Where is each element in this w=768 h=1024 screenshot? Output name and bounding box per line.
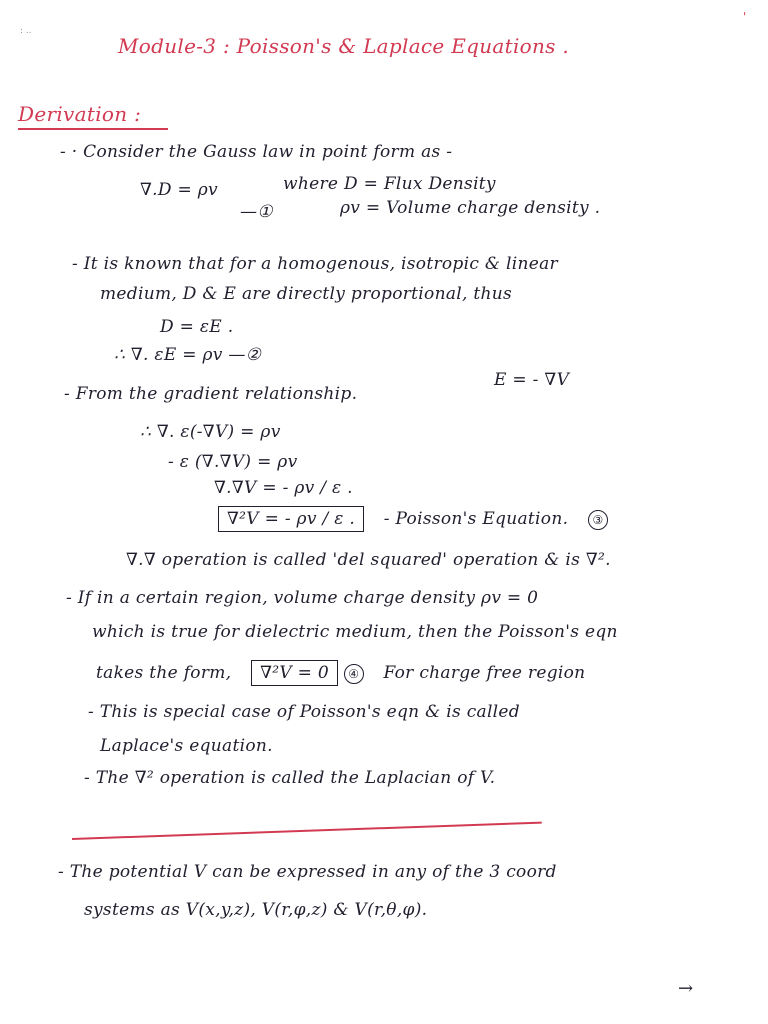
- eq1-number: —①: [240, 202, 273, 222]
- eq3-row: [218, 506, 608, 532]
- line-charge-free-region: For charge free region: [383, 663, 586, 683]
- line-dielectric: which is true for dielectric medium, then the Poisson's eqn: [92, 622, 618, 642]
- eq3-number: ③: [588, 510, 608, 530]
- line-special-case: - This is special case of Poisson's eqn & is called: [88, 702, 520, 722]
- poisson-equation-box: ∇²V = - ρv / ε .: [218, 506, 364, 532]
- derivation-heading: Derivation :: [18, 102, 142, 126]
- eq-step-2: - ε (∇.∇V) = ρv: [168, 452, 298, 472]
- line-takes-form: takes the form,: [96, 663, 232, 683]
- line-gradient-relationship: - From the gradient relationship.: [64, 384, 358, 404]
- corner-mark: ': [743, 10, 747, 24]
- line-potential-expressed: - The potential V can be expressed in any of the 3 coord: [58, 862, 557, 882]
- page-title: Module-3 : Poisson's & Laplace Equations .: [118, 34, 570, 58]
- paper-specks: : ..: [20, 26, 32, 36]
- derivation-underline: [18, 128, 168, 130]
- line-coordinate-systems: systems as V(x,y,z), V(r,φ,z) & V(r,θ,φ).: [84, 900, 428, 920]
- line-certain-region: - If in a certain region, volume charge density ρv = 0: [66, 588, 539, 608]
- poisson-equation-label: - Poisson's Equation.: [383, 509, 569, 529]
- eq2-line: ∴ ∇. εE = ρv —②: [114, 345, 262, 365]
- line-volume-charge-density: ρv = Volume charge density .: [340, 198, 601, 218]
- eq4-row: [96, 660, 585, 686]
- eq-d-epsilon-e: D = εE .: [160, 317, 234, 337]
- line-gauss-law: - · Consider the Gauss law in point form as -: [60, 142, 453, 162]
- laplace-equation-box: ∇²V = 0: [251, 660, 338, 686]
- line-laplacian: - The ∇² operation is called the Laplacian of V.: [84, 768, 496, 788]
- eq-e-gradient: E = - ∇V: [494, 370, 570, 390]
- line-proportional: medium, D & E are directly proportional, thus: [100, 284, 513, 304]
- eq-gauss: ∇.D = ρv: [140, 180, 218, 200]
- eq-step-1: ∴ ∇. ε(-∇V) = ρv: [140, 422, 281, 442]
- section-underline: [72, 822, 542, 840]
- next-page-arrow: →: [678, 978, 694, 999]
- eq4-number: ④: [344, 664, 364, 684]
- line-del-squared: ∇.∇ operation is called 'del squared' operation & is ∇².: [126, 550, 611, 570]
- line-laplace-equation: Laplace's equation.: [100, 736, 273, 756]
- line-homogenous-medium: - It is known that for a homogenous, isotropic & linear: [72, 254, 558, 274]
- eq-step-3: ∇.∇V = - ρv / ε .: [214, 478, 353, 498]
- line-where-flux-density: where D = Flux Density: [283, 174, 496, 194]
